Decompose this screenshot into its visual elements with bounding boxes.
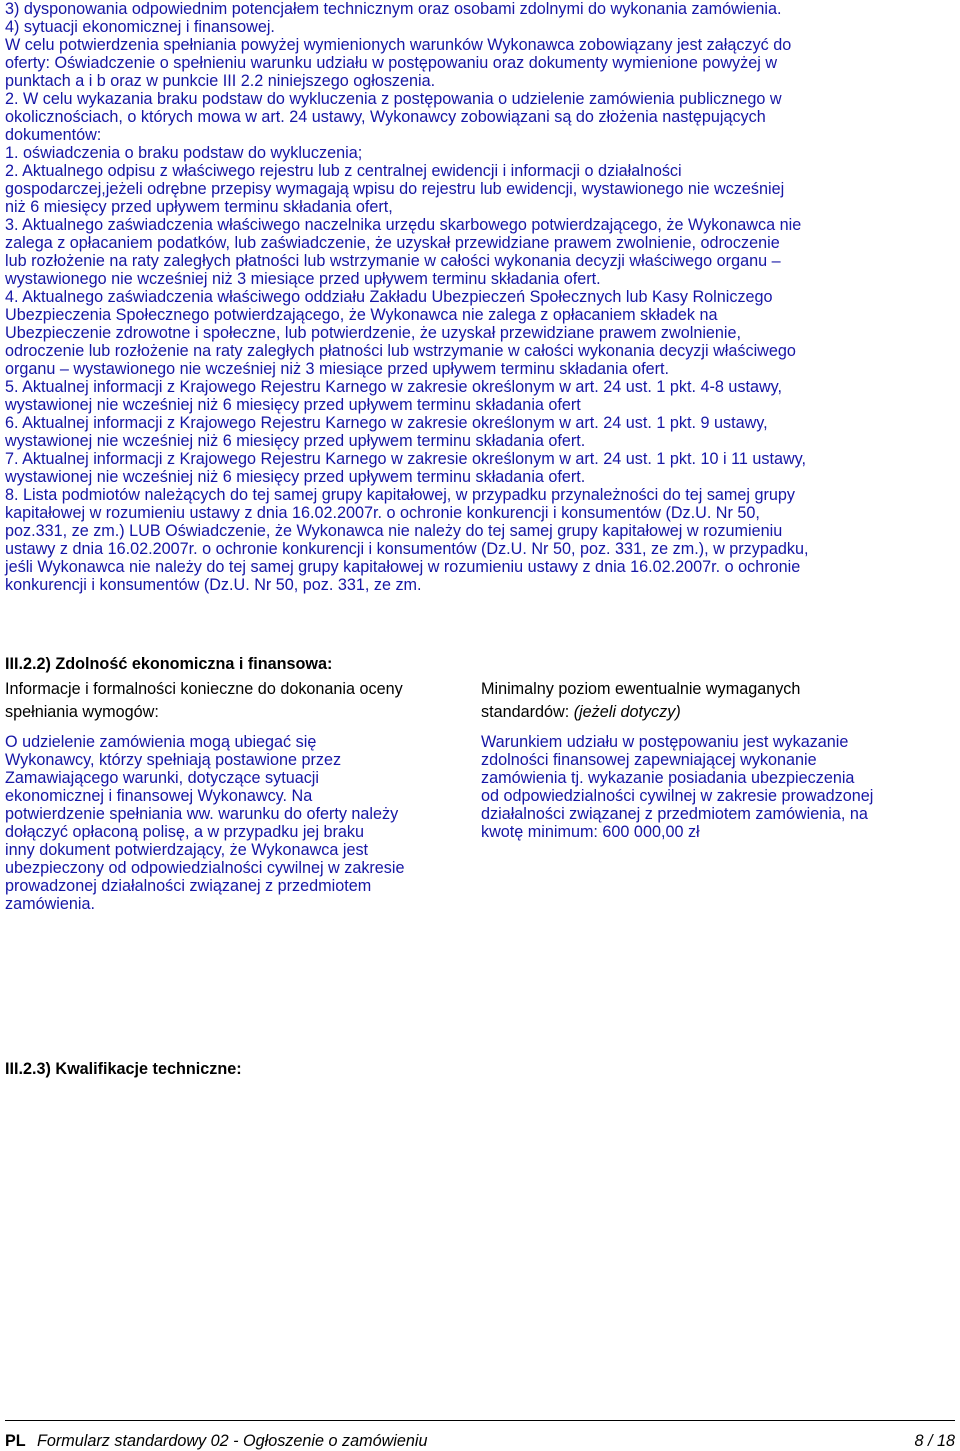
page-footer — [5, 1420, 955, 1451]
header-line — [481, 701, 951, 724]
text-line: zdolności finansowej zapewniającej wykonanie — [481, 751, 817, 769]
language-code: PL — [5, 1432, 26, 1450]
text-line: potwierdzenie spełniania ww. warunku do oferty należy — [5, 805, 399, 823]
text-line: 3) dysponowania odpowiednim potencjałem technicznym oraz osobami zdolnymi do wykonania zamówienia. — [5, 0, 782, 18]
text-line: kapitałowej w rozumieniu ustawy z dnia 16.02.2007r. o ochronie konkurencji i konsumentów (Dz.U. Nr 50, — [5, 504, 760, 522]
text-line: Ubezpieczenia Społecznego potwierdzającego, że Wykonawca nie zalega z opłacaniem składek na — [5, 306, 718, 324]
text-line: zalega z opłacaniem podatków, lub zaświadczenie, że uzyskał przewidziane prawem zwolnienie, odroczenie — [5, 234, 780, 252]
text-line: wystawionej nie wcześniej niż 6 miesięcy przed upływem terminu składania ofert — [5, 396, 581, 414]
text-line: od odpowiedzialności cywilnej w zakresie prowadzonej — [481, 787, 874, 805]
text-line: lub rozłożenie na raty zaległych płatności lub wstrzymanie w całości wykonania decyzji właściwego organu – — [5, 252, 781, 270]
form-title: Formularz standardowy 02 - Ogłoszenie o zamówieniu — [37, 1432, 428, 1450]
requirements-text — [5, 0, 955, 594]
page-number: 8 / 18 — [914, 1432, 955, 1450]
text-line: 5. Aktualnej informacji z Krajowego Rejestru Karnego w zakresie określonym w art. 24 ust. 1 pkt. 4-8 ustawy, — [5, 378, 783, 396]
header-text: standardów: — [481, 703, 574, 721]
text-line: odroczenie lub rozłożenie na raty zaległych płatności lub wstrzymanie w całości wykonania decyzji właściwego — [5, 342, 796, 360]
text-line: 2. Aktualnego odpisu z właściwego rejestru lub z centralnej ewidencji i informacji o działalności — [5, 162, 682, 180]
text-line: poz.331, ze zm.) LUB Oświadczenie, że Wykonawca nie należy do tej samej grupy kapitałowej w rozumieniu — [5, 522, 783, 540]
text-line: niż 6 miesięcy przed upływem terminu składania ofert, — [5, 198, 393, 216]
text-line: Wykonawcy, którzy spełniają postawione przez — [5, 751, 342, 769]
left-column-header — [5, 678, 475, 724]
text-line: ustawy z dnia 16.02.2007r. o ochronie konkurencji i konsumentów (Dz.U. Nr 50, poz. 331, ze zm.), w przypadku, — [5, 540, 809, 558]
right-column-header — [481, 678, 951, 724]
text-line: punktach a i b oraz w punkcie III 2.2 niniejszego ogłoszenia. — [5, 72, 436, 90]
text-line: prowadzonej działalności związanej z przedmiotem — [5, 877, 372, 895]
text-line: dokumentów: — [5, 126, 102, 144]
text-line: organu – wystawionego nie wcześniej niż 3 miesiące przed upływem terminu składania ofert. — [5, 360, 670, 378]
text-line: inny dokument potwierdzający, że Wykonawca jest — [5, 841, 369, 859]
text-line: ekonomicznej i finansowej Wykonawcy. Na — [5, 787, 313, 805]
text-line: wystawionej nie wcześniej niż 6 miesięcy przed upływem terminu składania ofert. — [5, 468, 586, 486]
text-line: okolicznościach, o których mowa w art. 24 ustawy, Wykonawcy zobowiązani są do złożenia następujących — [5, 108, 766, 126]
text-line: zamówienia tj. wykazanie posiadania ubezpieczenia — [481, 769, 855, 787]
text-line: W celu potwierdzenia spełniania powyżej wymienionych warunków Wykonawca zobowiązany jest załączyć do — [5, 36, 792, 54]
header-line: spełniania wymogów: — [5, 703, 159, 721]
text-line: 7. Aktualnej informacji z Krajowego Rejestru Karnego w zakresie określonym w art. 24 ust. 1 pkt. 10 i 11 ustawy, — [5, 450, 807, 468]
text-line: 4. Aktualnego zaświadczenia właściwego oddziału Zakładu Ubezpieczeń Społecznych lub Kasy Rolniczego — [5, 288, 773, 306]
text-line: Ubezpieczenie zdrowotne i społeczne, lub potwierdzenie, że uzyskał przewidziane prawem zwolnienie, — [5, 324, 742, 342]
text-line: oferty: Oświadczenie o spełnieniu warunku udziału w postępowaniu oraz dokumenty wymienione powyżej w — [5, 54, 778, 72]
text-line: 4) sytuacji ekonomicznej i finansowej. — [5, 18, 275, 36]
text-line: 8. Lista podmiotów należących do tej samej grupy kapitałowej, w przypadku przynależności do tej samej grupy — [5, 486, 795, 504]
text-line: jeśli Wykonawca nie należy do tej samej grupy kapitałowej w rozumieniu ustawy z dnia 16.02.2007r. o ochronie — [5, 558, 801, 576]
text-line: 1. oświadczenia o braku podstaw do wykluczenia; — [5, 144, 363, 162]
section-heading-technical: III.2.3) Kwalifikacje techniczne: — [5, 1060, 242, 1078]
section-heading-economic: III.2.2) Zdolność ekonomiczna i finansowa: — [5, 655, 333, 673]
text-line: Warunkiem udziału w postępowaniu jest wykazanie — [481, 733, 849, 751]
text-line: kwotę minimum: 600 000,00 zł — [481, 823, 700, 841]
header-line: Minimalny poziom ewentualnie wymaganych — [481, 680, 801, 698]
text-line: gospodarczej,jeżeli odrębne przepisy wymagają wpisu do rejestru lub ewidencji, wystawionego nie wcześniej — [5, 180, 785, 198]
text-line: ubezpieczony od odpowiedzialności cywilnej w zakresie — [5, 859, 405, 877]
header-line: Informacje i formalności konieczne do dokonania oceny — [5, 680, 403, 698]
text-line: wystawionej nie wcześniej niż 6 miesięcy przed upływem terminu składania ofert. — [5, 432, 586, 450]
text-line: Zamawiającego warunki, dotyczące sytuacji — [5, 769, 319, 787]
text-line: zamówienia. — [5, 895, 95, 913]
text-line: konkurencji i konsumentów (Dz.U. Nr 50, poz. 331, ze zm. — [5, 576, 422, 594]
text-line: 6. Aktualnej informacji z Krajowego Rejestru Karnego w zakresie określonym w art. 24 ust. 1 pkt. 9 ustawy, — [5, 414, 768, 432]
economic-standards-text — [481, 733, 953, 841]
header-note: (jeżeli dotyczy) — [573, 703, 681, 721]
text-line: 2. W celu wykazania braku podstaw do wykluczenia z postępowania o udzielenie zamówienia publicznego w — [5, 90, 782, 108]
text-line: wystawionego nie wcześniej niż 3 miesiące przed upływem terminu składania ofert. — [5, 270, 601, 288]
text-line: 3. Aktualnego zaświadczenia właściwego naczelnika urzędu skarbowego potwierdzającego, że Wykonawca nie — [5, 216, 802, 234]
text-line: działalności związanej z przedmiotem zamówienia, na — [481, 805, 868, 823]
text-line: dołączyć opłaconą polisę, a w przypadku jej braku — [5, 823, 365, 841]
economic-info-text — [5, 733, 477, 913]
text-line: O udzielenie zamówienia mogą ubiegać się — [5, 733, 317, 751]
